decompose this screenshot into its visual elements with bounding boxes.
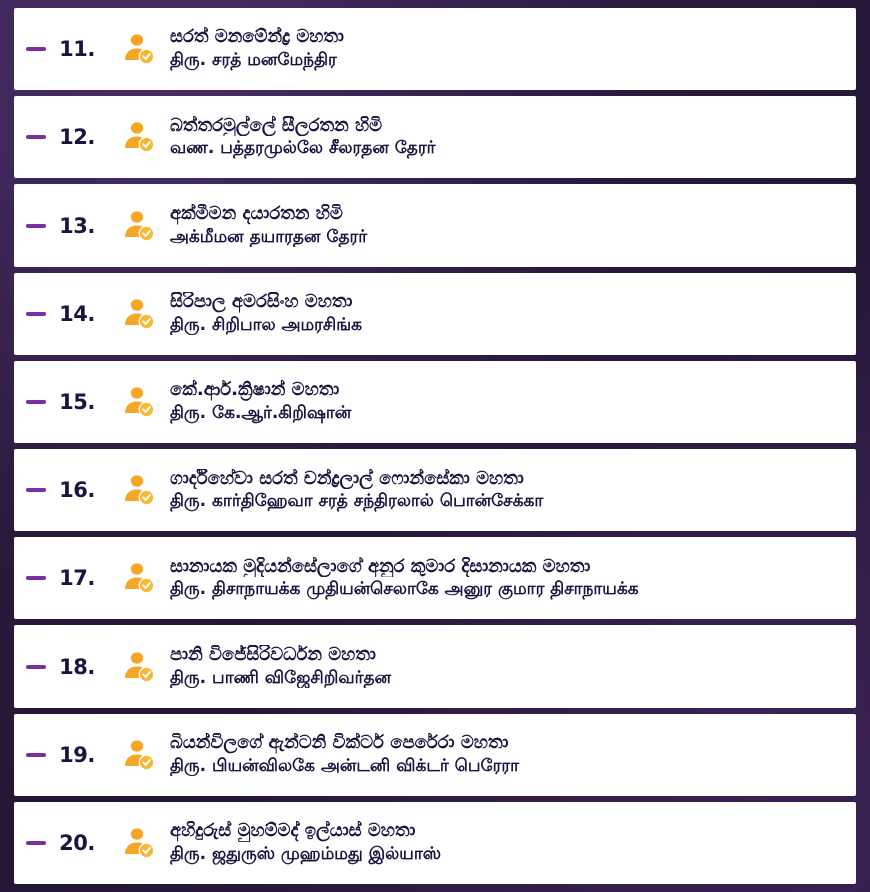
list-item-6[interactable] [14, 449, 856, 531]
name-tamil: திரு. பியன்விலகே அன்டனி விக்டர் பெரேரா [170, 756, 520, 776]
list-item-8[interactable] [14, 625, 856, 707]
item-number: 17. [59, 566, 95, 591]
name-sinhala: අක්මීමන දයාරතන හිමි [170, 203, 343, 224]
name-sinhala: සරත් මනමේන්ද්‍ර මහතා [170, 27, 344, 48]
candidate-names [170, 27, 856, 70]
list-item-4[interactable] [14, 273, 856, 355]
verified-person-icon [108, 558, 170, 598]
name-tamil: வண. பத்தரமுல்லே சீலரதன தேரர் [170, 139, 436, 159]
bullet-dash-icon [26, 753, 46, 757]
name-sinhala: බියන්විලගේ ඇන්ටනි වික්ටර් පෙරේරා මහතා [170, 733, 509, 754]
verified-person-icon [108, 470, 170, 510]
item-number: 14. [59, 301, 95, 326]
name-sinhala: ගාර්දිහේවා සරත් චන්ද්‍රලාල් ෆොන්සේකා මහතා [170, 468, 524, 489]
candidate-names [170, 116, 856, 159]
name-sinhala: අහිදුරුස් මුහම්මද් ඉල්යාස් මහතා [170, 821, 416, 842]
bullet-dash-icon [26, 488, 46, 492]
list-item-1[interactable] [14, 8, 856, 90]
item-number: 13. [59, 213, 95, 238]
verified-person-icon [108, 206, 170, 246]
bullet-dash-icon [26, 576, 46, 580]
candidate-names [170, 557, 856, 600]
candidate-names [170, 204, 856, 247]
bullet-dash-icon [26, 312, 46, 316]
name-tamil: திரு. பாணி விஜேசிறிவர்தன [170, 668, 392, 688]
bullet-dash-icon [26, 47, 46, 51]
verified-person-icon [108, 382, 170, 422]
item-number: 18. [59, 654, 95, 679]
name-sinhala: බත්තරමුල්ලේ සීලරතන හිමි [170, 115, 383, 136]
name-tamil: திரு. ஜதுருஸ் முஹம்மது இல்யாஸ் [170, 845, 442, 864]
name-sinhala: පානි විජේසිරිවර්ධන මහතා [170, 644, 376, 665]
bullet-dash-icon [26, 224, 46, 228]
list-item-3[interactable] [14, 184, 856, 266]
item-number: 19. [59, 742, 95, 767]
candidate-names [170, 469, 856, 512]
bullet-dash-icon [26, 400, 46, 404]
verified-person-icon [108, 294, 170, 334]
item-number: 11. [59, 37, 95, 62]
list-item-9[interactable] [14, 714, 856, 796]
bullet-dash-icon [26, 665, 46, 669]
verified-person-icon [108, 29, 170, 69]
list-item-2[interactable] [14, 96, 856, 178]
name-tamil: திரு. சிறிபால அமரசிங்க [170, 315, 362, 335]
list-item-5[interactable] [14, 361, 856, 443]
verified-person-icon [108, 117, 170, 157]
candidate-names [170, 645, 856, 688]
name-sinhala: සිරිපාල අමරසිංහ මහතා [170, 292, 353, 313]
verified-person-icon [108, 735, 170, 775]
name-tamil: திரு. சரத் மனமேந்திர [170, 51, 337, 71]
name-tamil: திரு. கே.ஆர்.கிறிஷான் [170, 403, 352, 423]
list-item-7[interactable] [14, 537, 856, 619]
item-number: 15. [59, 389, 95, 414]
candidate-names [170, 292, 856, 335]
item-number: 16. [59, 478, 95, 503]
name-tamil: திரு. திசாநாயக்க முதியன்செலாகே அனுர குமார திசாநாயக்க [170, 580, 639, 600]
item-number: 12. [59, 125, 95, 150]
item-number: 20. [59, 830, 95, 855]
candidate-names [170, 733, 856, 776]
name-sinhala: කේ.ආර්.ක්‍රිෂාන් මහතා [170, 380, 340, 401]
bullet-dash-icon [26, 135, 46, 139]
candidate-names [170, 821, 856, 864]
name-sinhala: සානායක මුදියන්සේලාගේ අනුර කුමාර දිසානායක මහතා [170, 556, 591, 577]
list-item-10[interactable] [14, 802, 856, 884]
candidate-names [170, 380, 856, 423]
name-tamil: அக்மீமன தயாரதன தேரர் [170, 227, 368, 247]
verified-person-icon [108, 647, 170, 687]
name-tamil: திரு. கார்திஹேவா சரத் சந்திரலால் பொன்சேக்கா [170, 492, 544, 512]
verified-person-icon [108, 823, 170, 863]
bullet-dash-icon [26, 841, 46, 845]
